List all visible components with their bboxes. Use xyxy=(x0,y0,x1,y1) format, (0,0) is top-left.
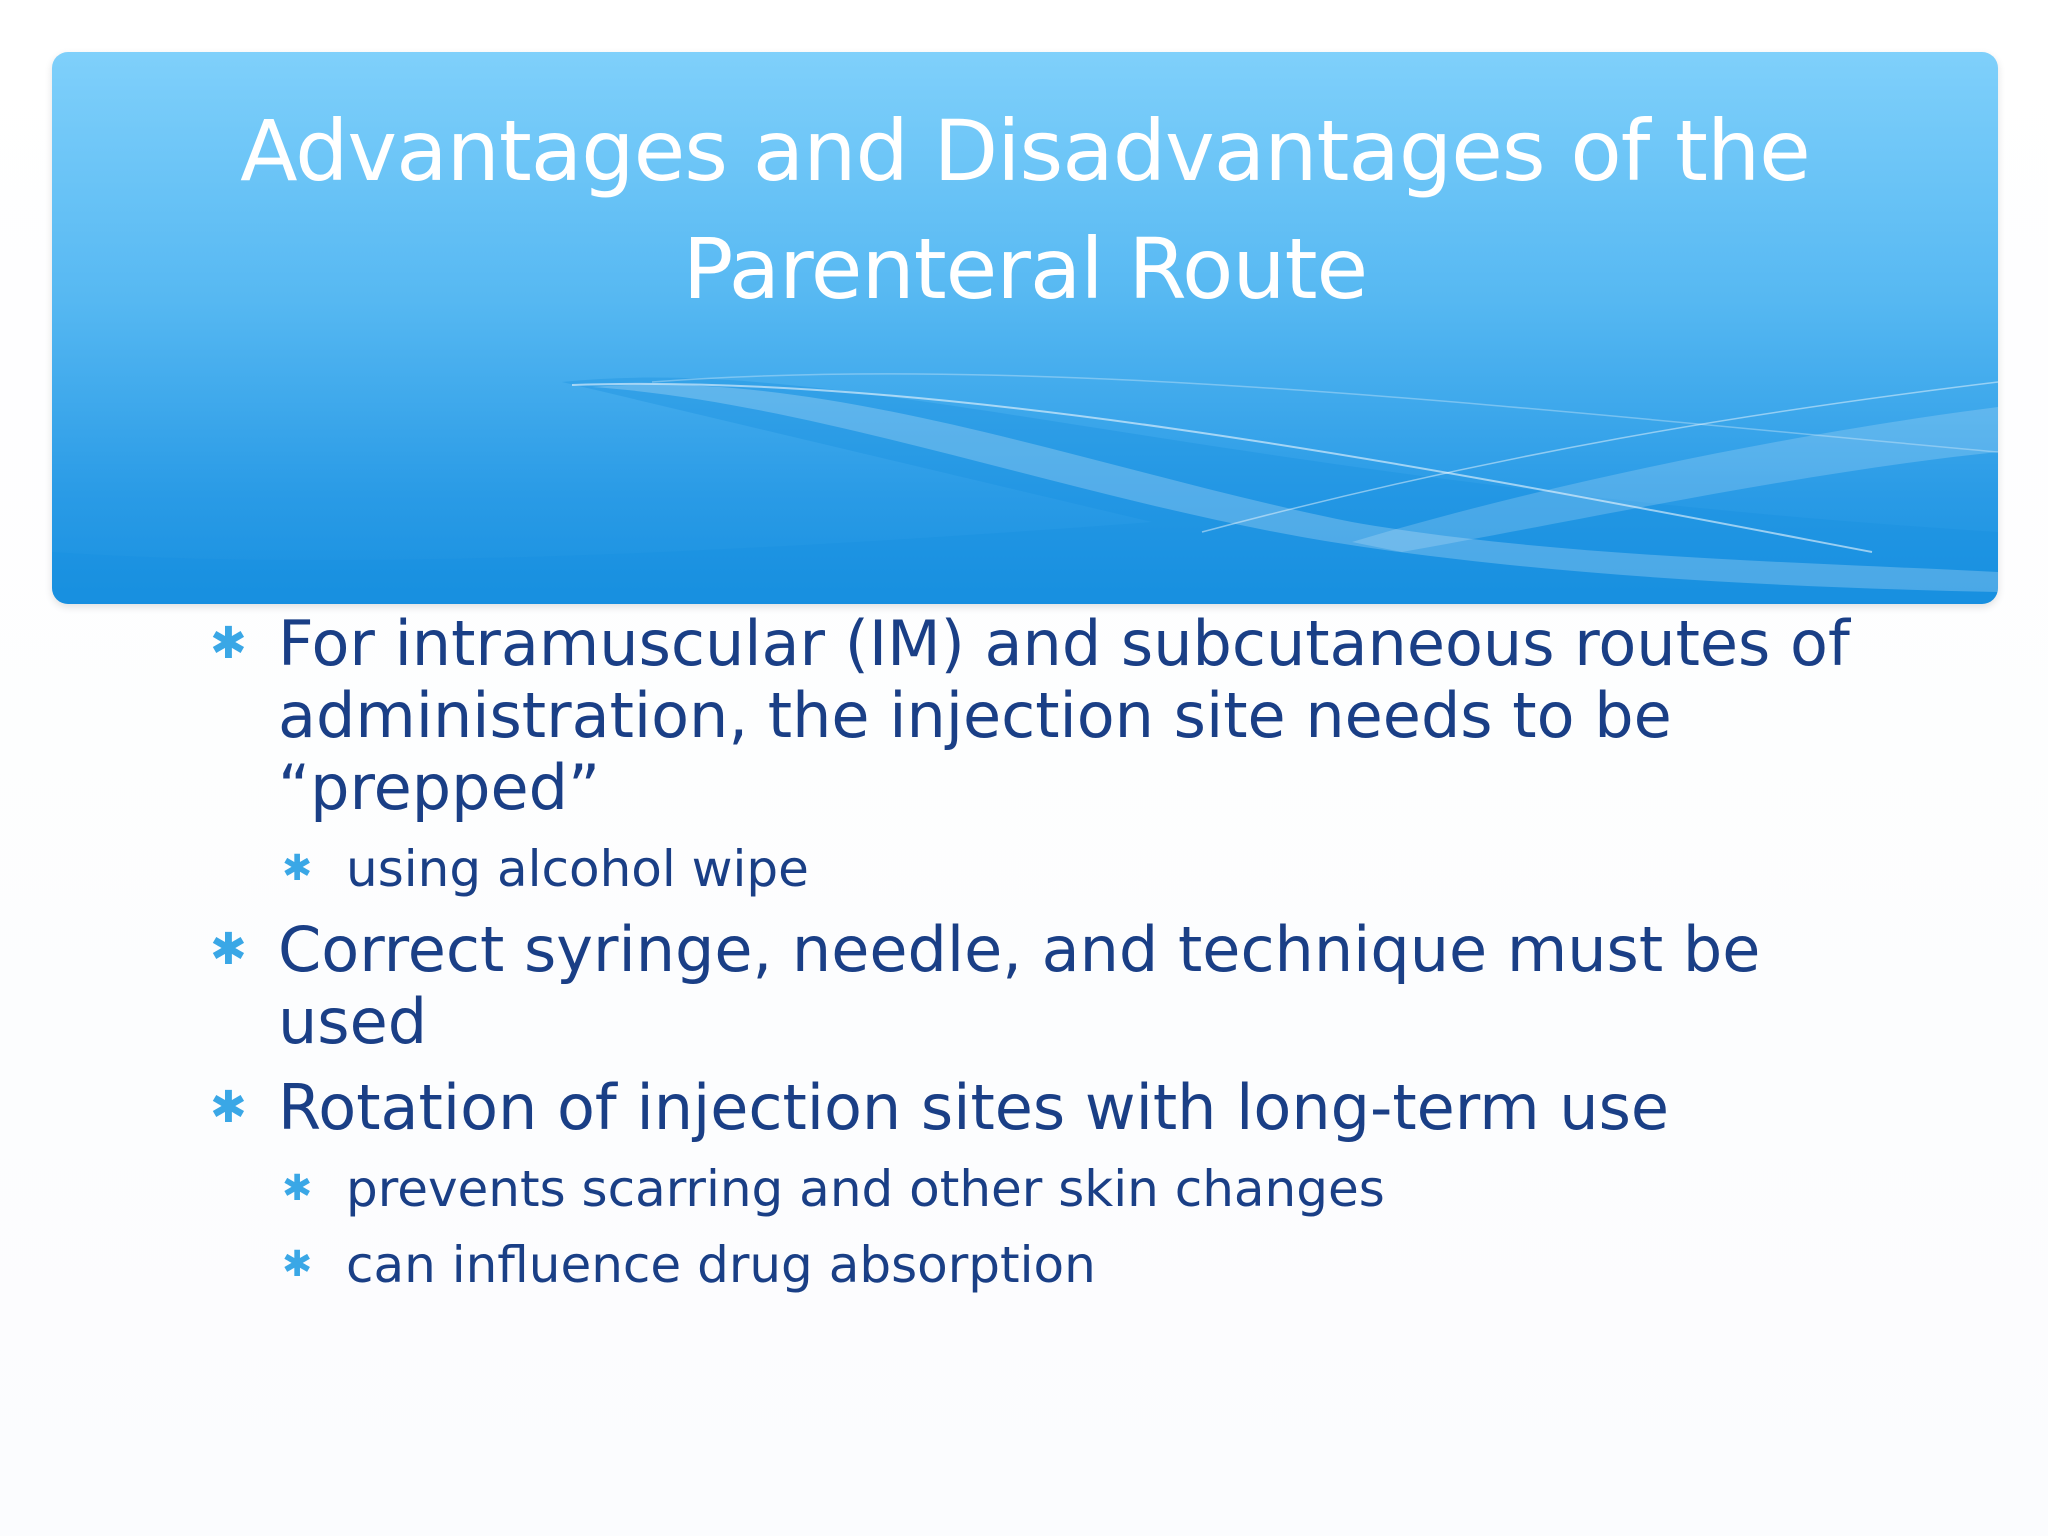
asterisk-icon: ✱ xyxy=(210,1082,247,1133)
asterisk-icon: ✱ xyxy=(210,618,247,669)
title-line-2: Parenteral Route xyxy=(682,220,1368,318)
title-line-1: Advantages and Disadvantages of the xyxy=(240,102,1810,200)
sub-bullet-item xyxy=(210,1158,1850,1220)
slide-body xyxy=(210,608,1850,1296)
asterisk-icon: ✱ xyxy=(282,1168,313,1209)
sub-bullet-text: prevents scarring and other skin changes xyxy=(346,1160,1385,1218)
sub-bullet-item xyxy=(210,1234,1850,1296)
bullet-item xyxy=(210,1072,1850,1144)
asterisk-icon: ✱ xyxy=(282,848,313,889)
sub-bullet-text: can influence drug absorption xyxy=(346,1236,1096,1294)
asterisk-icon: ✱ xyxy=(282,1244,313,1285)
sub-bullet-text: using alcohol wipe xyxy=(346,840,809,898)
slide-title xyxy=(52,92,1998,328)
bullet-text: Rotation of injection sites with long-term use xyxy=(278,1071,1670,1144)
bullet-item xyxy=(210,914,1850,1058)
title-banner xyxy=(52,52,1998,604)
bullet-item xyxy=(210,608,1850,824)
bullet-text: For intramuscular (IM) and subcutaneous routes of administration, the injection site needs to be “prepped” xyxy=(278,607,1850,824)
bullet-list xyxy=(210,608,1850,1296)
bullet-text: Correct syringe, needle, and technique must be used xyxy=(278,913,1761,1058)
sub-bullet-item xyxy=(210,838,1850,900)
asterisk-icon: ✱ xyxy=(210,924,247,975)
